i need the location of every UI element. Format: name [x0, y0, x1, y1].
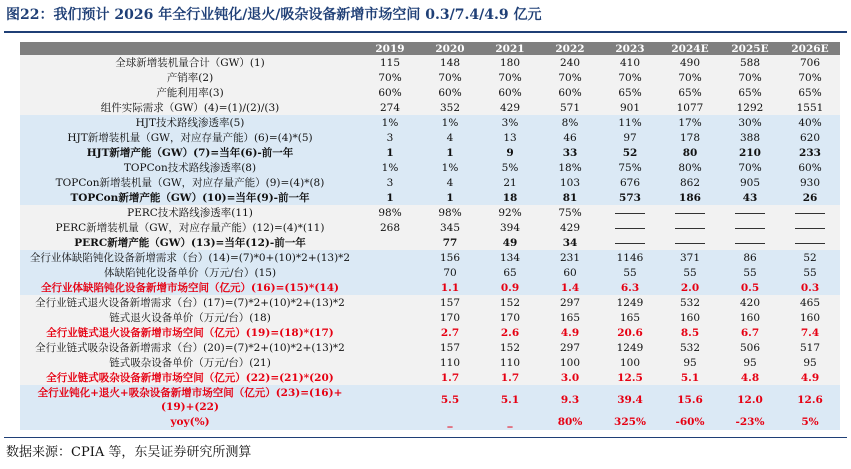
- table-row: [20, 385, 840, 415]
- cell-value: 3: [360, 175, 420, 190]
- cell-value: 588: [720, 55, 780, 70]
- row-label: HJT新增产能（GW）(7)=当年(6)-前一年: [20, 145, 360, 160]
- cell-value: 1%: [360, 115, 420, 130]
- cell-value: 156: [420, 250, 480, 265]
- cell-value: 65%: [780, 85, 840, 100]
- cell-value: 573: [600, 190, 660, 205]
- cell-value: 60%: [360, 85, 420, 100]
- cell-value: [360, 250, 420, 265]
- cell-value: 706: [780, 55, 840, 70]
- cell-value: 55: [600, 265, 660, 280]
- row-label: 体缺陷钝化设备单价（万元/台）(15): [20, 265, 360, 280]
- cell-value: 55: [780, 265, 840, 280]
- table-row: [20, 310, 840, 325]
- cell-value: 1.7: [480, 370, 540, 385]
- cell-value: 1%: [360, 160, 420, 175]
- cell-value: 420: [720, 295, 780, 310]
- row-label: 全行业链式退火设备新增需求（台）(17)=(7)*2+(10)*2+(13)*2: [20, 295, 360, 310]
- cell-value: 180: [480, 55, 540, 70]
- cell-value: 17%: [660, 115, 720, 130]
- cell-value: 1: [420, 190, 480, 205]
- cell-value: 55: [720, 265, 780, 280]
- cell-value: 1077: [660, 100, 720, 115]
- cell-value: 1: [360, 145, 420, 160]
- title-divider: [4, 31, 847, 33]
- table-row: [20, 190, 840, 205]
- cell-value: 297: [540, 340, 600, 355]
- cell-value: 18: [480, 190, 540, 205]
- cell-value: 901: [600, 100, 660, 115]
- table-body: [20, 42, 840, 430]
- cell-value: 4.9: [780, 370, 840, 385]
- cell-value: 98%: [360, 205, 420, 220]
- cell-value: 11%: [600, 115, 660, 130]
- cell-value: 231: [540, 250, 600, 265]
- source-divider: [4, 437, 847, 438]
- cell-value: 1%: [420, 115, 480, 130]
- cell-value: [360, 235, 420, 250]
- cell-value: 0.5: [720, 280, 780, 295]
- table-row: [20, 235, 840, 250]
- row-label: TOPCon新增装机量（GW，对应存量产能）(9)=(4)*(8): [20, 175, 360, 190]
- row-label: 全行业链式吸杂设备新增需求（台）(20)=(7)*2+(10)*2+(13)*2: [20, 340, 360, 355]
- empty-dash: [600, 205, 660, 220]
- cell-value: 210: [720, 145, 780, 160]
- table-row: [20, 85, 840, 100]
- cell-value: 5.5: [420, 385, 480, 415]
- cell-value: 233: [780, 145, 840, 160]
- cell-value: -60%: [660, 415, 720, 430]
- table-row: [20, 415, 840, 430]
- row-label: 全行业钝化+退火+吸杂设备新增市场空间（亿元）(23)=(16)+(19)+(22): [20, 385, 360, 415]
- figure-title: 图22：我们预计 2026 年全行业钝化/退火/吸杂设备新增市场空间 0.3/7.4/4.9 亿元: [6, 7, 542, 23]
- cell-value: _: [420, 415, 480, 430]
- cell-value: 268: [360, 220, 420, 235]
- cell-value: 1146: [600, 250, 660, 265]
- header-year: 2022: [540, 42, 600, 55]
- cell-value: 34: [540, 235, 600, 250]
- cell-value: 862: [660, 175, 720, 190]
- table-header-row: [20, 42, 840, 55]
- cell-value: 152: [480, 295, 540, 310]
- cell-value: 110: [420, 355, 480, 370]
- cell-value: 8%: [540, 115, 600, 130]
- row-label: HJT技术路线渗透率(5): [20, 115, 360, 130]
- cell-value: [360, 280, 420, 295]
- cell-value: 0.3: [780, 280, 840, 295]
- row-label: HJT新增装机量（GW，对应存量产能）(6)=(4)*(5): [20, 130, 360, 145]
- header-corner: [20, 42, 360, 55]
- cell-value: 30%: [720, 115, 780, 130]
- cell-value: 95: [780, 355, 840, 370]
- cell-value: 571: [540, 100, 600, 115]
- table-row: [20, 70, 840, 85]
- cell-value: 60%: [420, 85, 480, 100]
- cell-value: 65%: [660, 85, 720, 100]
- cell-value: 95: [720, 355, 780, 370]
- cell-value: 43: [720, 190, 780, 205]
- cell-value: [360, 310, 420, 325]
- cell-value: 1292: [720, 100, 780, 115]
- table-row: [20, 205, 840, 220]
- cell-value: 77: [420, 235, 480, 250]
- cell-value: 115: [360, 55, 420, 70]
- cell-value: 5%: [780, 415, 840, 430]
- cell-value: 70%: [720, 160, 780, 175]
- cell-value: [360, 370, 420, 385]
- cell-value: 165: [600, 310, 660, 325]
- cell-value: _: [480, 415, 540, 430]
- empty-dash: [780, 205, 840, 220]
- table-row: [20, 115, 840, 130]
- header-year: 2025E: [720, 42, 780, 55]
- empty-dash: [600, 235, 660, 250]
- row-label: PERC技术路线渗透率(11): [20, 205, 360, 220]
- cell-value: 134: [480, 250, 540, 265]
- cell-value: 352: [420, 100, 480, 115]
- cell-value: 2.6: [480, 325, 540, 340]
- cell-value: 70%: [540, 70, 600, 85]
- cell-value: 80%: [540, 415, 600, 430]
- header-year: 2020: [420, 42, 480, 55]
- empty-dash: [600, 220, 660, 235]
- cell-value: 2.7: [420, 325, 480, 340]
- cell-value: 4.8: [720, 370, 780, 385]
- cell-value: 98%: [420, 205, 480, 220]
- cell-value: 905: [720, 175, 780, 190]
- cell-value: 55: [660, 265, 720, 280]
- empty-dash: [780, 220, 840, 235]
- cell-value: 345: [420, 220, 480, 235]
- cell-value: 12.5: [600, 370, 660, 385]
- cell-value: 157: [420, 295, 480, 310]
- row-label: 链式吸杂设备单价（万元/台）(21): [20, 355, 360, 370]
- cell-value: 70%: [420, 70, 480, 85]
- cell-value: 6.3: [600, 280, 660, 295]
- row-label: 全行业体缺陷钝化设备新增市场空间（亿元）(16)=(15)*(14): [20, 280, 360, 295]
- row-label: 产能利用率(3): [20, 85, 360, 100]
- cell-value: 178: [660, 130, 720, 145]
- cell-value: 13: [480, 130, 540, 145]
- row-label: PERC新增装机量（GW，对应存量产能）(12)=(4)*(11): [20, 220, 360, 235]
- cell-value: 75%: [540, 205, 600, 220]
- cell-value: 60%: [540, 85, 600, 100]
- cell-value: 110: [480, 355, 540, 370]
- empty-dash: [780, 235, 840, 250]
- cell-value: 75%: [600, 160, 660, 175]
- cell-value: 70%: [720, 70, 780, 85]
- row-label: 全行业链式退火设备新增市场空间（亿元）(19)=(18)*(17): [20, 325, 360, 340]
- empty-dash: [660, 205, 720, 220]
- row-label: 产销率(2): [20, 70, 360, 85]
- header-year: 2024E: [660, 42, 720, 55]
- cell-value: 95: [660, 355, 720, 370]
- cell-value: 4.9: [540, 325, 600, 340]
- cell-value: 148: [420, 55, 480, 70]
- empty-dash: [720, 205, 780, 220]
- cell-value: -23%: [720, 415, 780, 430]
- cell-value: 1%: [420, 160, 480, 175]
- cell-value: 18%: [540, 160, 600, 175]
- cell-value: 70%: [360, 70, 420, 85]
- cell-value: 46: [540, 130, 600, 145]
- cell-value: 186: [660, 190, 720, 205]
- cell-value: 3.0: [540, 370, 600, 385]
- empty-dash: [660, 235, 720, 250]
- cell-value: 12.6: [780, 385, 840, 415]
- cell-value: [360, 415, 420, 430]
- cell-value: 80: [660, 145, 720, 160]
- cell-value: [360, 385, 420, 415]
- cell-value: 676: [600, 175, 660, 190]
- empty-dash: [720, 235, 780, 250]
- header-year: 2021: [480, 42, 540, 55]
- cell-value: 170: [480, 310, 540, 325]
- cell-value: 152: [480, 340, 540, 355]
- table-row: [20, 145, 840, 160]
- header-year: 2019: [360, 42, 420, 55]
- cell-value: 160: [720, 310, 780, 325]
- cell-value: 12.0: [720, 385, 780, 415]
- row-label: 全行业链式吸杂设备新增市场空间（亿元）(22)=(21)*(20): [20, 370, 360, 385]
- cell-value: 15.6: [660, 385, 720, 415]
- cell-value: 325%: [600, 415, 660, 430]
- cell-value: 1551: [780, 100, 840, 115]
- cell-value: 1.1: [420, 280, 480, 295]
- cell-value: 490: [660, 55, 720, 70]
- empty-dash: [720, 220, 780, 235]
- cell-value: 52: [600, 145, 660, 160]
- cell-value: 92%: [480, 205, 540, 220]
- table-row: [20, 265, 840, 280]
- cell-value: 157: [420, 340, 480, 355]
- cell-value: 21: [480, 175, 540, 190]
- table-row: [20, 130, 840, 145]
- cell-value: 1.4: [540, 280, 600, 295]
- table-row: [20, 250, 840, 265]
- cell-value: 5%: [480, 160, 540, 175]
- header-year: 2026E: [780, 42, 840, 55]
- cell-value: 70%: [780, 70, 840, 85]
- cell-value: 100: [540, 355, 600, 370]
- cell-value: 100: [600, 355, 660, 370]
- cell-value: 429: [540, 220, 600, 235]
- cell-value: [360, 325, 420, 340]
- cell-value: 1: [420, 145, 480, 160]
- cell-value: 26: [780, 190, 840, 205]
- cell-value: 165: [540, 310, 600, 325]
- row-label: PERC新增产能（GW）(13)=当年(12)-前一年: [20, 235, 360, 250]
- table-row: [20, 355, 840, 370]
- table-row: [20, 160, 840, 175]
- cell-value: 930: [780, 175, 840, 190]
- cell-value: 2.0: [660, 280, 720, 295]
- cell-value: 274: [360, 100, 420, 115]
- cell-value: 371: [660, 250, 720, 265]
- cell-value: 65%: [600, 85, 660, 100]
- forecast-table: [20, 42, 840, 430]
- cell-value: 160: [780, 310, 840, 325]
- row-label: 组件实际需求（GW）(4)=(1)/(2)/(3): [20, 100, 360, 115]
- row-label: 链式退火设备单价（万元/台）(18): [20, 310, 360, 325]
- cell-value: 160: [660, 310, 720, 325]
- cell-value: 5.1: [480, 385, 540, 415]
- cell-value: 1249: [600, 340, 660, 355]
- cell-value: 65%: [720, 85, 780, 100]
- cell-value: 8.5: [660, 325, 720, 340]
- cell-value: 297: [540, 295, 600, 310]
- cell-value: 7.4: [780, 325, 840, 340]
- row-label: TOPCon新增产能（GW）(10)=当年(9)-前一年: [20, 190, 360, 205]
- cell-value: 81: [540, 190, 600, 205]
- cell-value: 49: [480, 235, 540, 250]
- cell-value: 9: [480, 145, 540, 160]
- cell-value: 620: [780, 130, 840, 145]
- cell-value: 40%: [780, 115, 840, 130]
- cell-value: 0.9: [480, 280, 540, 295]
- cell-value: 60%: [480, 85, 540, 100]
- table-row: [20, 55, 840, 70]
- cell-value: 65: [480, 265, 540, 280]
- cell-value: 1: [360, 190, 420, 205]
- cell-value: 39.4: [600, 385, 660, 415]
- cell-value: [360, 295, 420, 310]
- cell-value: [360, 265, 420, 280]
- cell-value: 70%: [480, 70, 540, 85]
- cell-value: 410: [600, 55, 660, 70]
- cell-value: 240: [540, 55, 600, 70]
- cell-value: 86: [720, 250, 780, 265]
- cell-value: 60%: [780, 160, 840, 175]
- cell-value: 429: [480, 100, 540, 115]
- cell-value: 517: [780, 340, 840, 355]
- cell-value: 60: [540, 265, 600, 280]
- cell-value: 103: [540, 175, 600, 190]
- cell-value: 70: [420, 265, 480, 280]
- cell-value: 170: [420, 310, 480, 325]
- cell-value: 532: [660, 295, 720, 310]
- cell-value: [360, 340, 420, 355]
- cell-value: 1249: [600, 295, 660, 310]
- cell-value: 33: [540, 145, 600, 160]
- cell-value: 70%: [600, 70, 660, 85]
- empty-dash: [660, 220, 720, 235]
- cell-value: 3: [360, 130, 420, 145]
- table-row: [20, 325, 840, 340]
- cell-value: 70%: [660, 70, 720, 85]
- cell-value: 532: [660, 340, 720, 355]
- cell-value: 506: [720, 340, 780, 355]
- cell-value: 465: [780, 295, 840, 310]
- row-label: yoy(%): [20, 415, 360, 430]
- table-row: [20, 295, 840, 310]
- cell-value: 5.1: [660, 370, 720, 385]
- cell-value: 9.3: [540, 385, 600, 415]
- cell-value: [360, 355, 420, 370]
- cell-value: 4: [420, 130, 480, 145]
- table-row: [20, 220, 840, 235]
- source-note: 数据来源：CPIA 等，东吴证券研究所测算: [6, 445, 252, 460]
- cell-value: 4: [420, 175, 480, 190]
- cell-value: 6.7: [720, 325, 780, 340]
- row-label: 全行业体缺陷钝化设备新增需求（台）(14)=(7)*0+(10)*2+(13)*2: [20, 250, 360, 265]
- table-row: [20, 175, 840, 190]
- cell-value: 1.7: [420, 370, 480, 385]
- header-year: 2023: [600, 42, 660, 55]
- cell-value: 388: [720, 130, 780, 145]
- cell-value: 52: [780, 250, 840, 265]
- table-row: [20, 340, 840, 355]
- row-label: 全球新增装机量合计（GW）(1): [20, 55, 360, 70]
- cell-value: 3%: [480, 115, 540, 130]
- cell-value: 97: [600, 130, 660, 145]
- cell-value: 20.6: [600, 325, 660, 340]
- cell-value: 394: [480, 220, 540, 235]
- table-row: [20, 100, 840, 115]
- row-label: TOPCon技术路线渗透率(8): [20, 160, 360, 175]
- cell-value: 80%: [660, 160, 720, 175]
- table-row: [20, 280, 840, 295]
- table-row: [20, 370, 840, 385]
